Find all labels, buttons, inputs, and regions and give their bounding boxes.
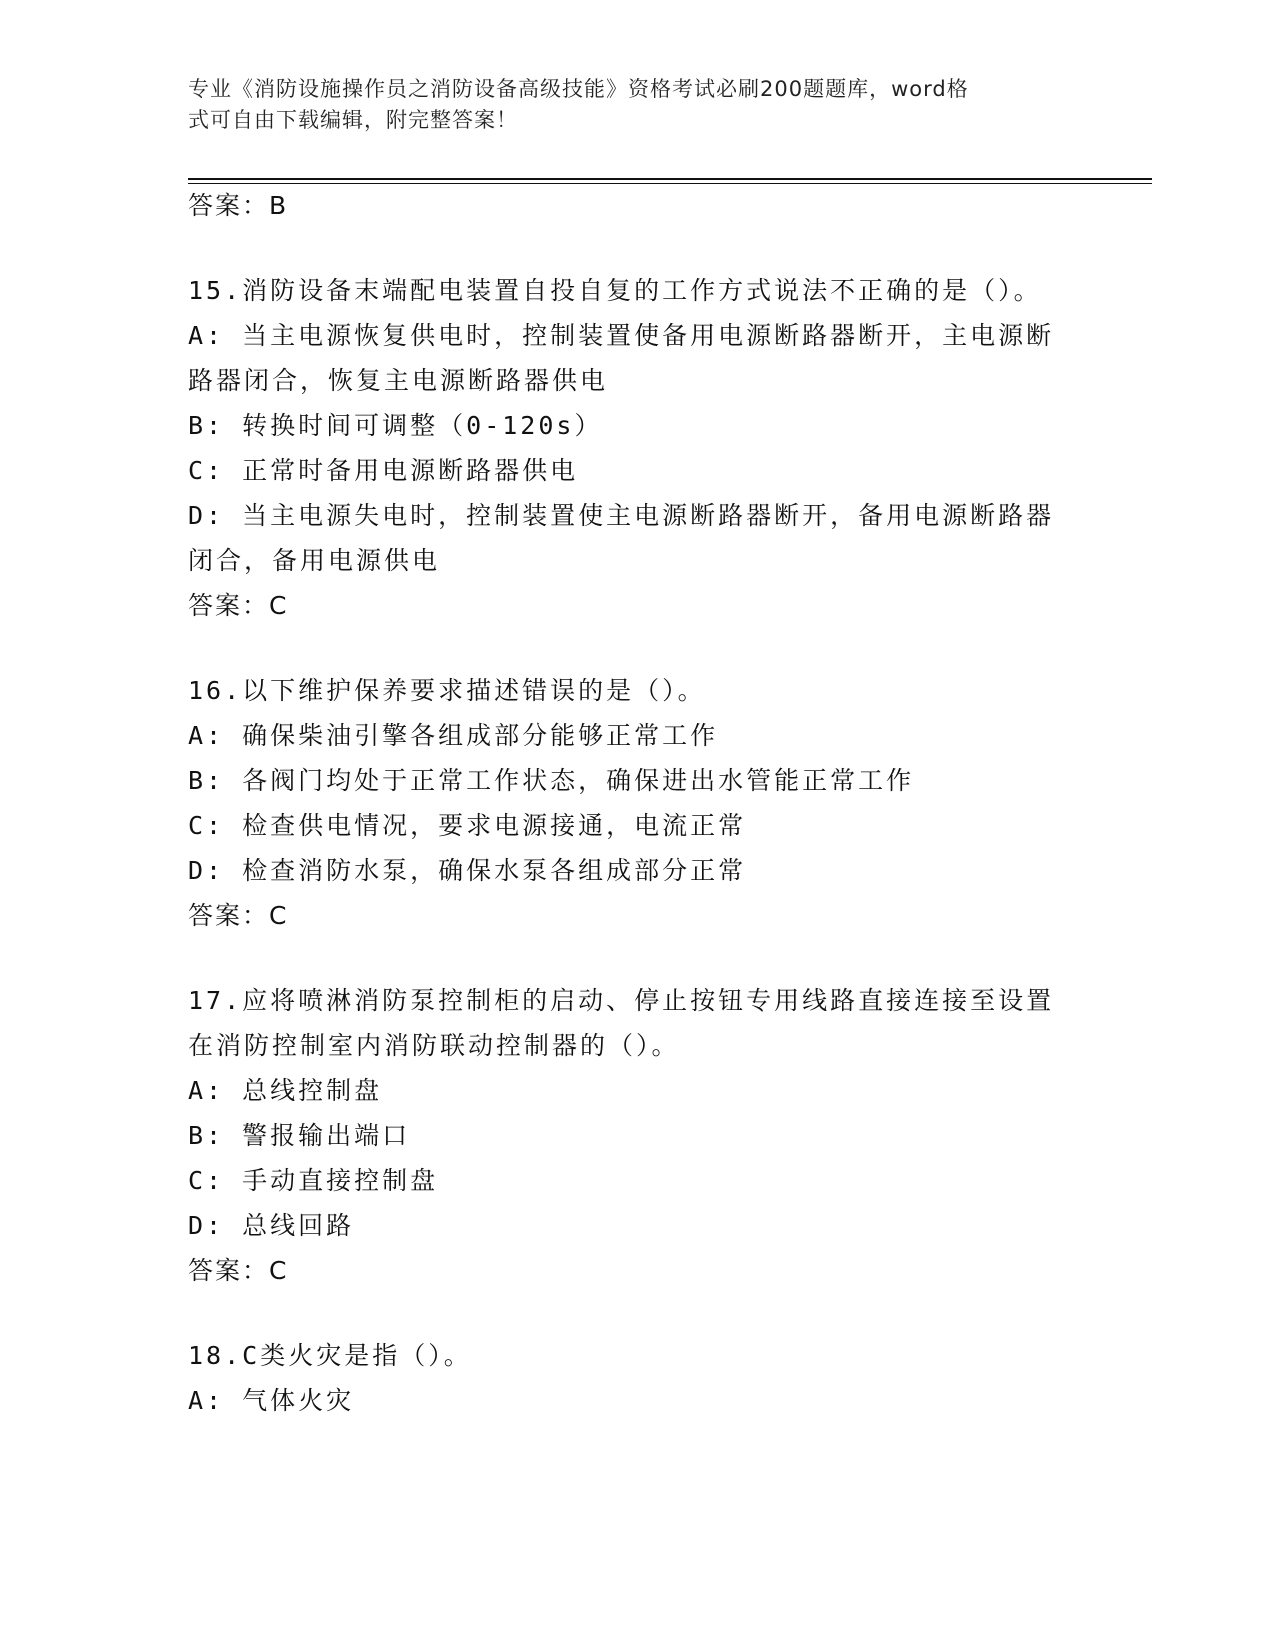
question-16-option-d: D: 检查消防水泵，确保水泵各组成部分正常 <box>188 856 747 885</box>
header-divider-thin <box>188 183 1152 184</box>
header-text-line-1: 专业《消防设施操作员之消防设备高级技能》资格考试必刷200题题库，word格 <box>188 77 969 101</box>
question-15-option-d-line-1: D: 当主电源失电时，控制装置使主电源断路器断开，备用电源断路器 <box>188 501 1055 530</box>
answer-14: 答案：B <box>188 191 289 220</box>
question-15-option-a-line-2: 路器闭合，恢复主电源断路器供电 <box>188 366 609 395</box>
question-16-stem: 16.以下维护保养要求描述错误的是（）。 <box>188 676 706 705</box>
answer-15: 答案：C <box>188 591 289 620</box>
question-17-stem-line-2: 在消防控制室内消防联动控制器的（）。 <box>188 1031 680 1060</box>
question-18-option-a: A: 气体火灾 <box>188 1386 355 1415</box>
question-17-option-b: B: 警报输出端口 <box>188 1121 411 1150</box>
question-16-option-a: A: 确保柴油引擎各组成部分能够正常工作 <box>188 721 719 750</box>
header-divider-thick <box>188 178 1152 180</box>
question-17-option-c: C: 手动直接控制盘 <box>188 1166 439 1195</box>
question-17-option-a: A: 总线控制盘 <box>188 1076 383 1105</box>
question-16-option-b: B: 各阀门均处于正常工作状态，确保进出水管能正常工作 <box>188 766 915 795</box>
question-17-stem-line-1: 17.应将喷淋消防泵控制柜的启动、停止按钮专用线路直接连接至设置 <box>188 986 1055 1015</box>
page-header <box>188 74 1068 136</box>
question-15-option-d-line-2: 闭合，备用电源供电 <box>188 546 441 575</box>
answer-16: 答案：C <box>188 901 289 930</box>
question-15-stem: 15.消防设备末端配电装置自投自复的工作方式说法不正确的是（）。 <box>188 276 1042 305</box>
question-15-option-a-line-1: A: 当主电源恢复供电时，控制装置使备用电源断路器断开，主电源断 <box>188 321 1055 350</box>
question-15-option-b: B: 转换时间可调整（0-120s） <box>188 411 603 440</box>
question-15-option-c: C: 正常时备用电源断路器供电 <box>188 456 579 485</box>
question-18-stem: 18.C类火灾是指（）。 <box>188 1341 472 1370</box>
header-text-line-2: 式可自由下载编辑，附完整答案！ <box>188 108 518 132</box>
answer-17: 答案：C <box>188 1256 289 1285</box>
question-16-option-c: C: 检查供电情况，要求电源接通，电流正常 <box>188 811 747 840</box>
question-17-option-d: D: 总线回路 <box>188 1211 355 1240</box>
